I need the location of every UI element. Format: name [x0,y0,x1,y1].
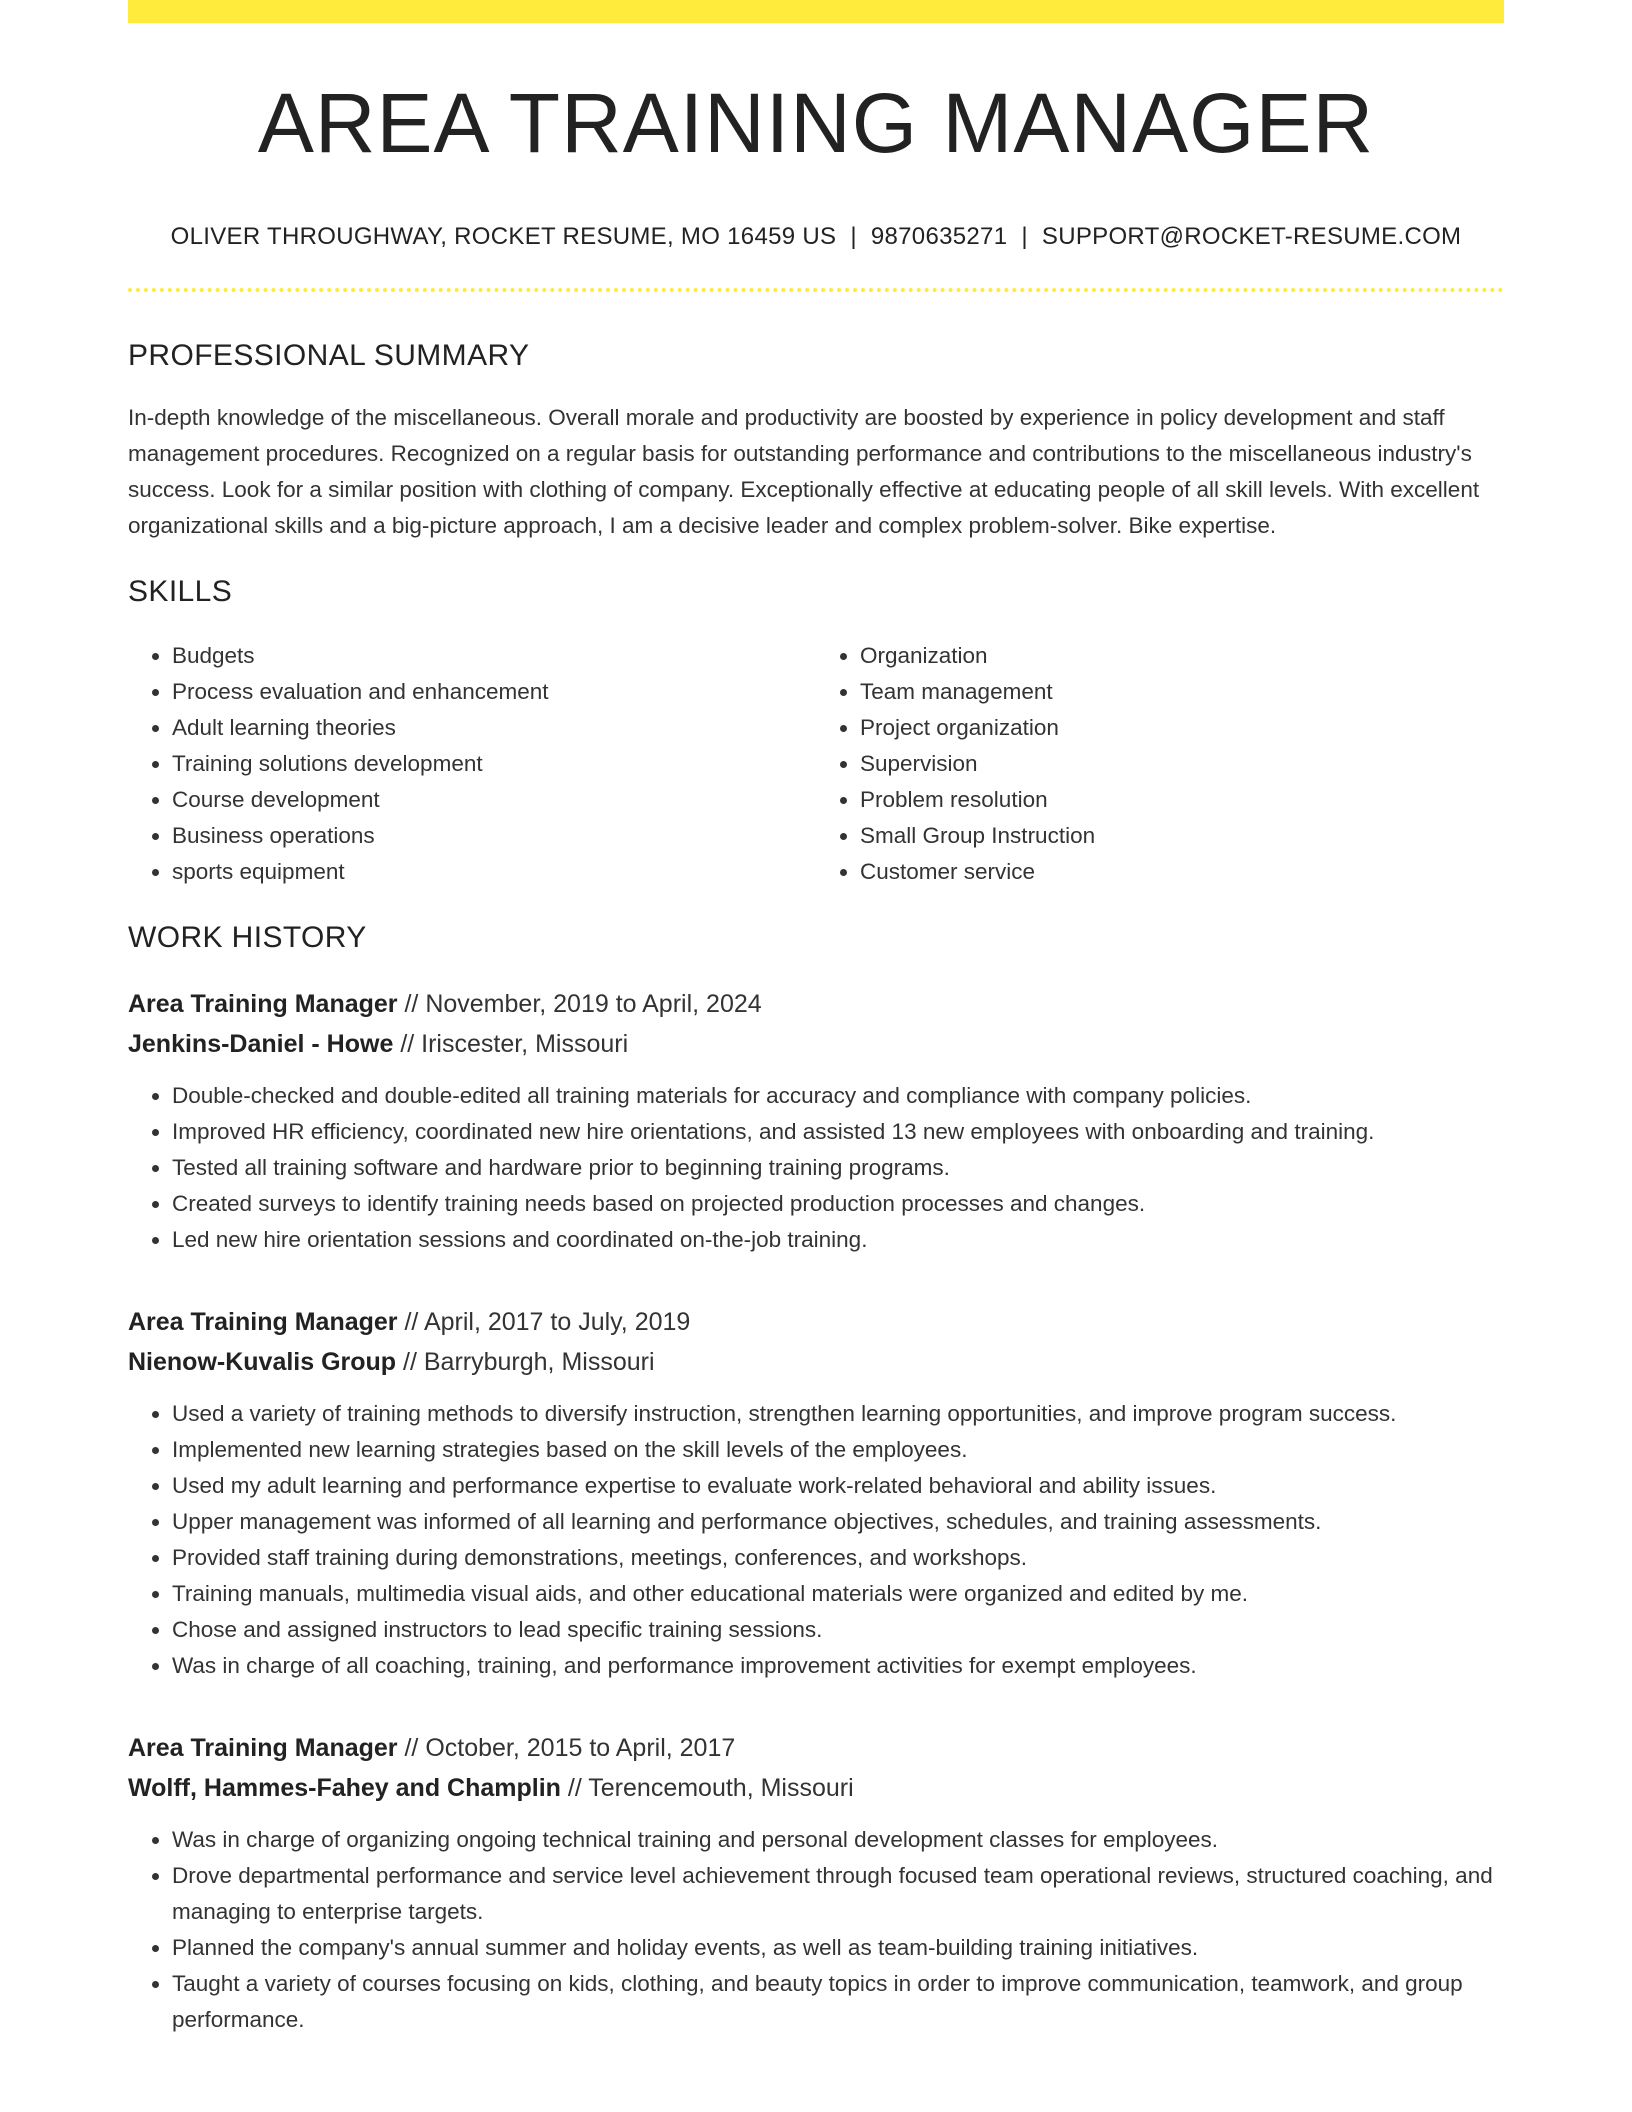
job-bullet: • Double-checked and double-edited all training materials for accuracy and compliance with company policies. [172,1078,1504,1114]
job-bullet: • Training manuals, multimedia visual aids, and other educational materials were organized and edited by me. [172,1576,1504,1612]
job-bullets [128,1822,1504,2038]
skill-item: • Process evaluation and enhancement [172,674,816,710]
job-bullet: • Chose and assigned instructors to lead specific training sessions. [172,1612,1504,1648]
skill-item: • Problem resolution [860,782,1504,818]
job-company-line [128,1024,1504,1064]
contact-email: SUPPORT@ROCKET-RESUME.COM [1041,223,1462,250]
skills-list-left [128,638,816,890]
job-title: Area Training Manager [128,1307,398,1336]
contact-line [128,223,1504,252]
job-bullet: • Tested all training software and hardware prior to beginning training programs. [172,1150,1504,1186]
job-company-line [128,1768,1504,1808]
resume-name-title: AREA TRAINING MANAGER [257,76,1375,170]
job-bullet: • Implemented new learning strategies based on the skill levels of the employees. [172,1432,1504,1468]
job-entry [128,984,1504,1258]
job-title: Area Training Manager [128,1733,398,1762]
job-dates: // April, 2017 to July, 2019 [404,1307,691,1336]
job-location: // Terencemouth, Missouri [567,1773,854,1802]
job-bullet: • Led new hire orientation sessions and coordinated on-the-job training. [172,1222,1504,1258]
skills-list-right [816,638,1504,890]
job-bullet: • Was in charge of organizing ongoing technical training and personal development classes for employees. [172,1822,1504,1858]
resume-page [128,0,1504,2038]
skill-item: • Small Group Instruction [860,818,1504,854]
job-bullet: • Improved HR efficiency, coordinated new hire orientations, and assisted 13 new employees with onboarding and training. [172,1114,1504,1150]
skill-item: • Project organization [860,710,1504,746]
summary-text: In-depth knowledge of the miscellaneous. Overall morale and productivity are boosted by experience in policy development and staff management procedures. Recognized on a regular basis for outstanding performance and contributions to the miscellaneous industry's success. Look for a similar position with clothing of company. Exceptionally effective at educating people of all skill levels. With excellent organizational skills and a big-picture approach, I am a decisive leader and complex problem-solver. Bike expertise. [128,404,1480,538]
job-title: Area Training Manager [128,989,398,1018]
header-divider [128,288,1504,292]
skill-item: • Customer service [860,854,1504,890]
job-dates: // November, 2019 to April, 2024 [404,989,762,1018]
contact-separator: | [1021,223,1028,250]
skill-item: • Adult learning theories [172,710,816,746]
skill-item: • Business operations [172,818,816,854]
job-company: Wolff, Hammes-Fahey and Champlin [128,1773,561,1802]
job-bullets [128,1078,1504,1258]
top-accent-bar [128,0,1504,23]
contact-phone: 9870635271 [870,223,1008,250]
job-bullets [128,1396,1504,1684]
skill-item: • Team management [860,674,1504,710]
job-company-line [128,1342,1504,1382]
job-bullet: • Drove departmental performance and service level achievement through focused team operational reviews, structured coaching, and managing to enterprise targets. [172,1858,1504,1930]
job-entry [128,1302,1504,1684]
skill-item: • Training solutions development [172,746,816,782]
job-bullet: • Was in charge of all coaching, training, and performance improvement activities for exempt employees. [172,1648,1504,1684]
skill-item: • Course development [172,782,816,818]
job-bullet: • Created surveys to identify training needs based on projected production processes and changes. [172,1186,1504,1222]
job-bullet: • Used my adult learning and performance expertise to evaluate work-related behavioral and ability issues. [172,1468,1504,1504]
job-bullet: • Planned the company's annual summer and holiday events, as well as team-building training initiatives. [172,1930,1504,1966]
job-bullet: • Upper management was informed of all learning and performance objectives, schedules, and training assessments. [172,1504,1504,1540]
summary-heading: PROFESSIONAL SUMMARY [128,338,530,372]
skill-item: • Organization [860,638,1504,674]
skill-item: • Supervision [860,746,1504,782]
job-title-line [128,1728,1504,1768]
job-location: // Barryburgh, Missouri [403,1347,655,1376]
job-title-line [128,984,1504,1024]
job-company: Nienow-Kuvalis Group [128,1347,397,1376]
skills-grid [128,638,1504,890]
skill-item: • Budgets [172,638,816,674]
job-dates: // October, 2015 to April, 2017 [404,1733,736,1762]
contact-separator: | [850,223,857,250]
job-title-line [128,1302,1504,1342]
job-bullet: • Used a variety of training methods to diversify instruction, strengthen learning opportunities, and improve program success. [172,1396,1504,1432]
skills-heading: SKILLS [128,574,233,608]
job-location: // Iriscester, Missouri [400,1029,629,1058]
job-bullet: • Taught a variety of courses focusing on kids, clothing, and beauty topics in order to improve communication, teamwork, and group performance. [172,1966,1504,2038]
skill-item: • sports equipment [172,854,816,890]
contact-address: OLIVER THROUGHWAY, ROCKET RESUME, MO 16459 US [170,223,837,250]
job-company: Jenkins-Daniel - Howe [128,1029,394,1058]
job-entry [128,1728,1504,2038]
job-bullet: • Provided staff training during demonstrations, meetings, conferences, and workshops. [172,1540,1504,1576]
work-history-heading: WORK HISTORY [128,920,367,954]
